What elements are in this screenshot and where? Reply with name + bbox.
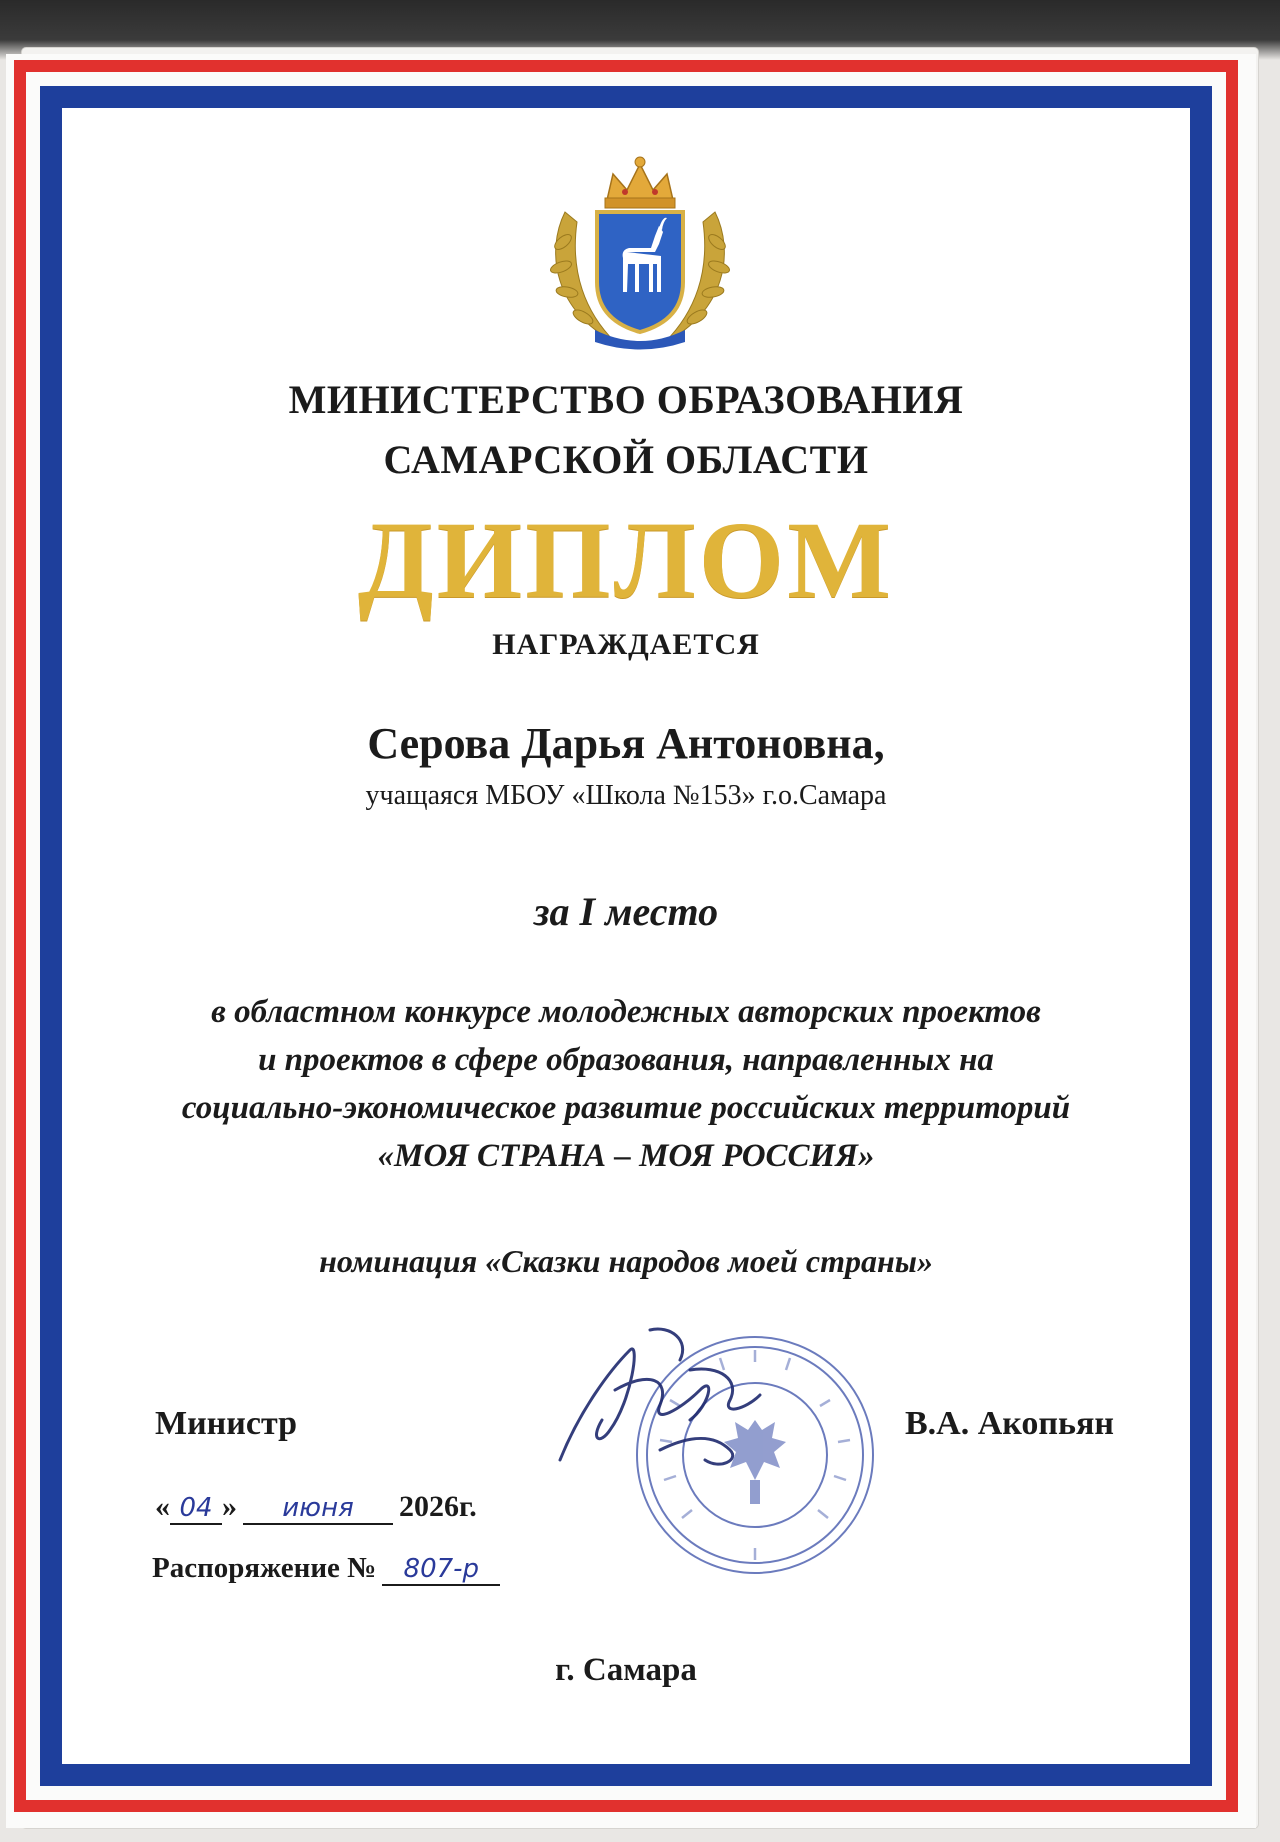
- samara-coat-of-arms-icon: [535, 152, 745, 357]
- order-reference: [152, 1552, 500, 1586]
- contest-line-4: «МОЯ СТРАНА – МОЯ РОССИЯ»: [377, 1138, 875, 1174]
- ministry-line-1: МИНИСТЕРСТВО ОБРАЗОВАНИЯ: [288, 377, 964, 422]
- order-number: 807-р: [382, 1554, 500, 1586]
- contest-line-1: в областном конкурсе молодежных авторских проектов: [211, 994, 1041, 1030]
- nomination: номинация «Сказки народов моей страны»: [319, 1243, 933, 1279]
- issue-city: г. Самара: [555, 1652, 697, 1688]
- date-day: 04: [170, 1493, 222, 1525]
- signatory-position: Министр: [155, 1405, 297, 1442]
- date-quote-close: »: [222, 1490, 237, 1523]
- recipient-name: Серова Дарья Антоновна,: [367, 719, 885, 768]
- award-place: за I место: [533, 889, 719, 934]
- date-year: 2026г.: [399, 1490, 477, 1523]
- ministry-title: [62, 370, 1190, 490]
- date-quote-open: «: [155, 1490, 170, 1523]
- order-label: Распоряжение №: [152, 1552, 377, 1584]
- signatory-name: В.А. Акопьян: [905, 1405, 1114, 1442]
- date-month: июня: [243, 1493, 393, 1525]
- awarded-label: НАГРАЖДАЕТСЯ: [492, 628, 760, 661]
- diploma-title: ДИПЛОМ: [357, 499, 895, 621]
- ministry-line-2: САМАРСКОЙ ОБЛАСТИ: [383, 437, 869, 482]
- issue-date: [155, 1490, 477, 1525]
- handwritten-signature: [540, 1310, 810, 1490]
- recipient-school: учащаяся МБОУ «Школа №153» г.о.Самара: [365, 780, 887, 811]
- contest-description: [62, 988, 1190, 1180]
- contest-line-2: и проектов в сфере образования, направленных на: [258, 1042, 994, 1078]
- contest-line-3: социально-экономическое развитие российских территорий: [181, 1090, 1071, 1126]
